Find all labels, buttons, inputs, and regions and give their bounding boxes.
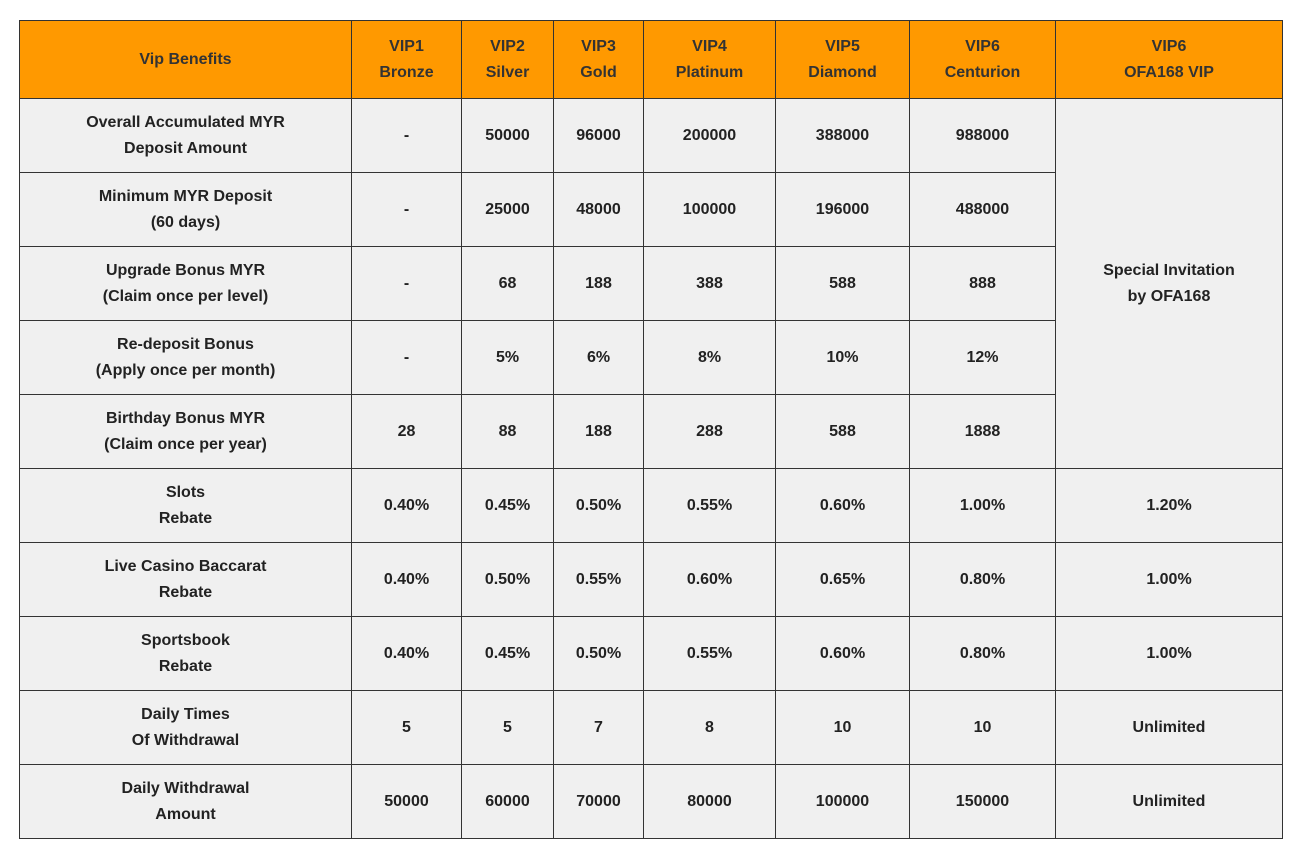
table-row bbox=[20, 617, 1283, 691]
value-cell: 0.45% bbox=[462, 617, 554, 691]
benefit-label-line: Sportsbook bbox=[141, 631, 230, 649]
value-cell: 0.40% bbox=[352, 617, 462, 691]
value-cell: 196000 bbox=[776, 173, 910, 247]
value-cell: 88 bbox=[462, 395, 554, 469]
value-cell: 388 bbox=[644, 247, 776, 321]
value-cell: Unlimited bbox=[1056, 691, 1283, 765]
benefit-label bbox=[20, 321, 352, 395]
special-invitation-cell bbox=[1056, 99, 1283, 469]
level-name: Silver bbox=[485, 63, 530, 81]
value-cell: 0.50% bbox=[554, 617, 644, 691]
table-row bbox=[20, 691, 1283, 765]
value-cell: 50000 bbox=[352, 765, 462, 839]
value-cell: 1.00% bbox=[1056, 617, 1283, 691]
level-code: VIP6 bbox=[965, 37, 1000, 55]
special-invitation-line: by OFA168 bbox=[1127, 287, 1211, 305]
level-code: VIP5 bbox=[825, 37, 860, 55]
value-cell: 10 bbox=[910, 691, 1056, 765]
benefit-label bbox=[20, 247, 352, 321]
value-cell: 0.55% bbox=[554, 543, 644, 617]
value-cell: 50000 bbox=[462, 99, 554, 173]
value-cell: - bbox=[352, 321, 462, 395]
level-code: VIP1 bbox=[389, 37, 424, 55]
special-invitation-line: Special Invitation bbox=[1103, 261, 1235, 279]
value-cell: 8% bbox=[644, 321, 776, 395]
benefit-label-line: Of Withdrawal bbox=[131, 731, 240, 749]
table-body bbox=[20, 99, 1283, 839]
value-cell: 0.80% bbox=[910, 543, 1056, 617]
value-cell: 0.60% bbox=[776, 617, 910, 691]
benefit-label-line: Daily Times bbox=[141, 705, 230, 723]
benefit-label-line: Daily Withdrawal bbox=[121, 779, 250, 797]
table-row bbox=[20, 469, 1283, 543]
value-cell: 0.55% bbox=[644, 617, 776, 691]
benefit-label bbox=[20, 469, 352, 543]
value-cell: 0.60% bbox=[644, 543, 776, 617]
benefit-label bbox=[20, 765, 352, 839]
header-vip2 bbox=[462, 21, 554, 99]
header-vip5 bbox=[776, 21, 910, 99]
value-cell: 5 bbox=[352, 691, 462, 765]
value-cell: 0.55% bbox=[644, 469, 776, 543]
value-cell: 588 bbox=[776, 395, 910, 469]
value-cell: 288 bbox=[644, 395, 776, 469]
value-cell: 200000 bbox=[644, 99, 776, 173]
value-cell: 7 bbox=[554, 691, 644, 765]
header-vip4 bbox=[644, 21, 776, 99]
benefit-label-line: (60 days) bbox=[150, 213, 221, 231]
benefit-label bbox=[20, 543, 352, 617]
value-cell: 96000 bbox=[554, 99, 644, 173]
level-name: OFA168 VIP bbox=[1124, 63, 1214, 81]
benefit-label-line: (Claim once per level) bbox=[102, 287, 269, 305]
benefit-label-line: Rebate bbox=[158, 657, 213, 675]
value-cell: 0.80% bbox=[910, 617, 1056, 691]
vip-benefits-table bbox=[19, 20, 1283, 839]
value-cell: 0.40% bbox=[352, 469, 462, 543]
value-cell: 6% bbox=[554, 321, 644, 395]
benefit-label bbox=[20, 691, 352, 765]
benefit-label-line: Amount bbox=[155, 805, 216, 823]
benefit-label-line: Slots bbox=[165, 483, 206, 501]
value-cell: 888 bbox=[910, 247, 1056, 321]
level-code: VIP6 bbox=[1151, 37, 1187, 55]
header-vip6-ofa168 bbox=[1056, 21, 1283, 99]
value-cell: 100000 bbox=[776, 765, 910, 839]
value-cell: 488000 bbox=[910, 173, 1056, 247]
level-name: Centurion bbox=[944, 63, 1021, 81]
benefit-label bbox=[20, 99, 352, 173]
value-cell: 5 bbox=[462, 691, 554, 765]
level-code: VIP3 bbox=[581, 37, 616, 55]
value-cell: 60000 bbox=[462, 765, 554, 839]
value-cell: 1888 bbox=[910, 395, 1056, 469]
level-name: Bronze bbox=[379, 63, 434, 81]
value-cell: - bbox=[352, 99, 462, 173]
value-cell: 80000 bbox=[644, 765, 776, 839]
value-cell: - bbox=[352, 173, 462, 247]
table-row bbox=[20, 765, 1283, 839]
level-name: Gold bbox=[580, 63, 617, 81]
level-name: Diamond bbox=[808, 63, 877, 81]
value-cell: 388000 bbox=[776, 99, 910, 173]
benefit-label-line: Deposit Amount bbox=[124, 139, 247, 157]
header-row bbox=[20, 21, 1283, 99]
level-code: VIP2 bbox=[490, 37, 525, 55]
value-cell: 12% bbox=[910, 321, 1056, 395]
value-cell: 0.45% bbox=[462, 469, 554, 543]
value-cell: 0.50% bbox=[554, 469, 644, 543]
value-cell: 10 bbox=[776, 691, 910, 765]
table-row bbox=[20, 543, 1283, 617]
value-cell: 1.20% bbox=[1056, 469, 1283, 543]
value-cell: 1.00% bbox=[1056, 543, 1283, 617]
value-cell: 48000 bbox=[554, 173, 644, 247]
header-vip6 bbox=[910, 21, 1056, 99]
value-cell: 0.65% bbox=[776, 543, 910, 617]
benefit-label bbox=[20, 395, 352, 469]
value-cell: - bbox=[352, 247, 462, 321]
value-cell: 8 bbox=[644, 691, 776, 765]
level-name: Platinum bbox=[675, 63, 744, 81]
value-cell: 10% bbox=[776, 321, 910, 395]
table-row bbox=[20, 99, 1283, 173]
value-cell: 5% bbox=[462, 321, 554, 395]
benefit-label-line: Birthday Bonus MYR bbox=[105, 409, 266, 427]
level-code: VIP4 bbox=[692, 37, 727, 55]
value-cell: 1.00% bbox=[910, 469, 1056, 543]
benefit-label-line: Re-deposit Bonus bbox=[117, 335, 254, 353]
benefit-label-line: Live Casino Baccarat bbox=[104, 557, 267, 575]
value-cell: 150000 bbox=[910, 765, 1056, 839]
benefit-label-line: Rebate bbox=[158, 509, 213, 527]
header-vip3 bbox=[554, 21, 644, 99]
value-cell: 0.60% bbox=[776, 469, 910, 543]
benefit-label-line: Overall Accumulated MYR bbox=[86, 113, 285, 131]
header-vip1 bbox=[352, 21, 462, 99]
benefit-label-line: Minimum MYR Deposit bbox=[98, 187, 273, 205]
value-cell: 68 bbox=[462, 247, 554, 321]
benefit-label bbox=[20, 173, 352, 247]
benefit-label-line: (Claim once per year) bbox=[104, 435, 267, 453]
benefit-label-line: Rebate bbox=[158, 583, 213, 601]
value-cell: 28 bbox=[352, 395, 462, 469]
benefit-label-line: Upgrade Bonus MYR bbox=[105, 261, 266, 279]
value-cell: 0.50% bbox=[462, 543, 554, 617]
value-cell: 188 bbox=[554, 247, 644, 321]
benefit-label-line: (Apply once per month) bbox=[95, 361, 276, 379]
value-cell: 0.40% bbox=[352, 543, 462, 617]
value-cell: 588 bbox=[776, 247, 910, 321]
value-cell: Unlimited bbox=[1056, 765, 1283, 839]
header-benefits: Vip Benefits bbox=[20, 21, 352, 99]
value-cell: 100000 bbox=[644, 173, 776, 247]
value-cell: 70000 bbox=[554, 765, 644, 839]
value-cell: 188 bbox=[554, 395, 644, 469]
value-cell: 25000 bbox=[462, 173, 554, 247]
benefit-label bbox=[20, 617, 352, 691]
value-cell: 988000 bbox=[910, 99, 1056, 173]
